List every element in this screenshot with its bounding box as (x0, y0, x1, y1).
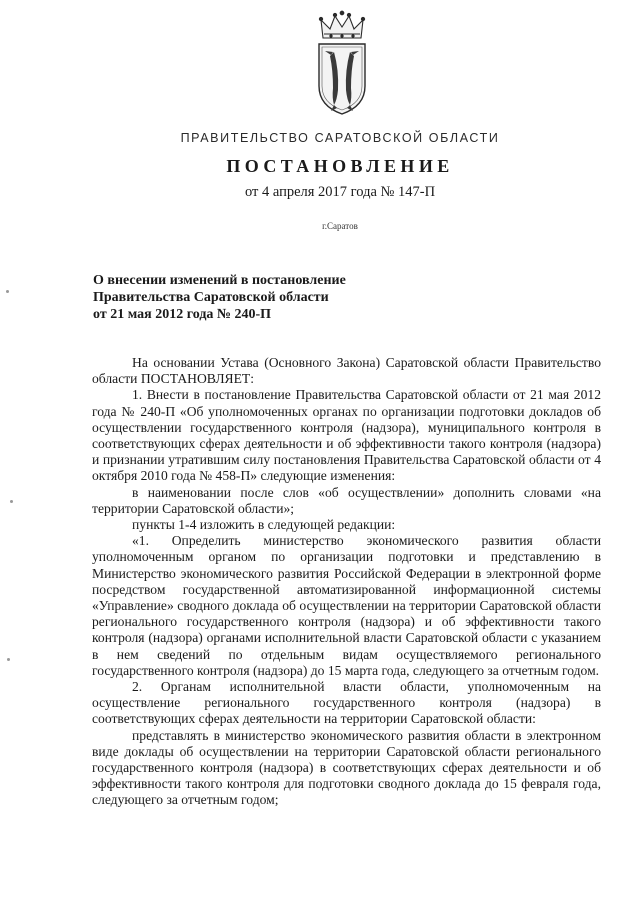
body-paragraph: «1. Определить министерство экономического развития области уполномоченным органом по организации подготовки и представлению в Министерство экономического развития Российской Федерации в электронной форме посредством государственной автоматизированной информационной системы «Управление» сводного доклада об осуществлении на территории Саратовской области регионального государственного контроля (надзора) и об эффективности такого контроля (надзора) органами исполнительной власти Саратовской области с указанием в нем сведений по отдельным видам осуществляемого регионального государственного контроля (надзора) до 15 марта года, следующего за отчетным годом. (92, 533, 601, 678)
subject-line: О внесении изменений в постановление (93, 273, 346, 288)
document-body (92, 355, 601, 809)
shield-shape (319, 44, 365, 114)
subject-line: Правительства Саратовской области (93, 290, 329, 305)
body-paragraph: в наименовании после слов «об осуществлении» дополнить словами «на территории Саратовской области»; (92, 484, 601, 516)
document-date-number: от 4 апреля 2017 года № 147-П (244, 184, 436, 200)
coat-of-arms-icon (313, 8, 371, 118)
document-type: ПОСТАНОВЛЕНИЕ (226, 156, 454, 176)
body-paragraph: 2. Органам исполнительной власти области, уполномоченным на осуществление регионального государственного контроля (надзора) в соответствующих сферах деятельности на территории Саратовской области: (92, 679, 601, 727)
body-paragraph: На основании Устава (Основного Закона) Саратовской области Правительство области ПОСТАНОВЛЯЕТ: (92, 355, 601, 387)
scan-speck (7, 658, 10, 661)
document-subject (93, 272, 393, 323)
crown-icon (319, 11, 364, 38)
body-paragraph: пункты 1-4 изложить в следующей редакции: (132, 517, 396, 533)
organization-title: ПРАВИТЕЛЬСТВО САРАТОВСКОЙ ОБЛАСТИ (180, 131, 500, 145)
subject-line: от 21 мая 2012 года № 240-П (93, 307, 272, 322)
city-label: г.Саратов (322, 221, 358, 231)
body-paragraph: представлять в министерство экономического развития области в электронном виде доклады об осуществлении на территории Саратовской области регионального государственного контроля (надзора) в соответствующих сферах деятельности и об эффективности такого контроля для подготовки сводного доклада до 15 февраля года, следующего за отчетным годом; (92, 727, 601, 808)
scan-speck (6, 290, 9, 293)
body-paragraph: 1. Внести в постановление Правительства Саратовской области от 21 мая 2012 года № 240-П «Об уполномоченных органах по организации подготовки докладов об осуществлении государственного контроля (надзора), муниципального контроля в соответствующих сферах деятельности и об эффективности такого контроля (надзора) и признании утратившим силу постановления Правительства Саратовской области от 4 октября 2010 года № 458-П» следующие изменения: (92, 387, 601, 484)
scan-speck (10, 500, 13, 503)
